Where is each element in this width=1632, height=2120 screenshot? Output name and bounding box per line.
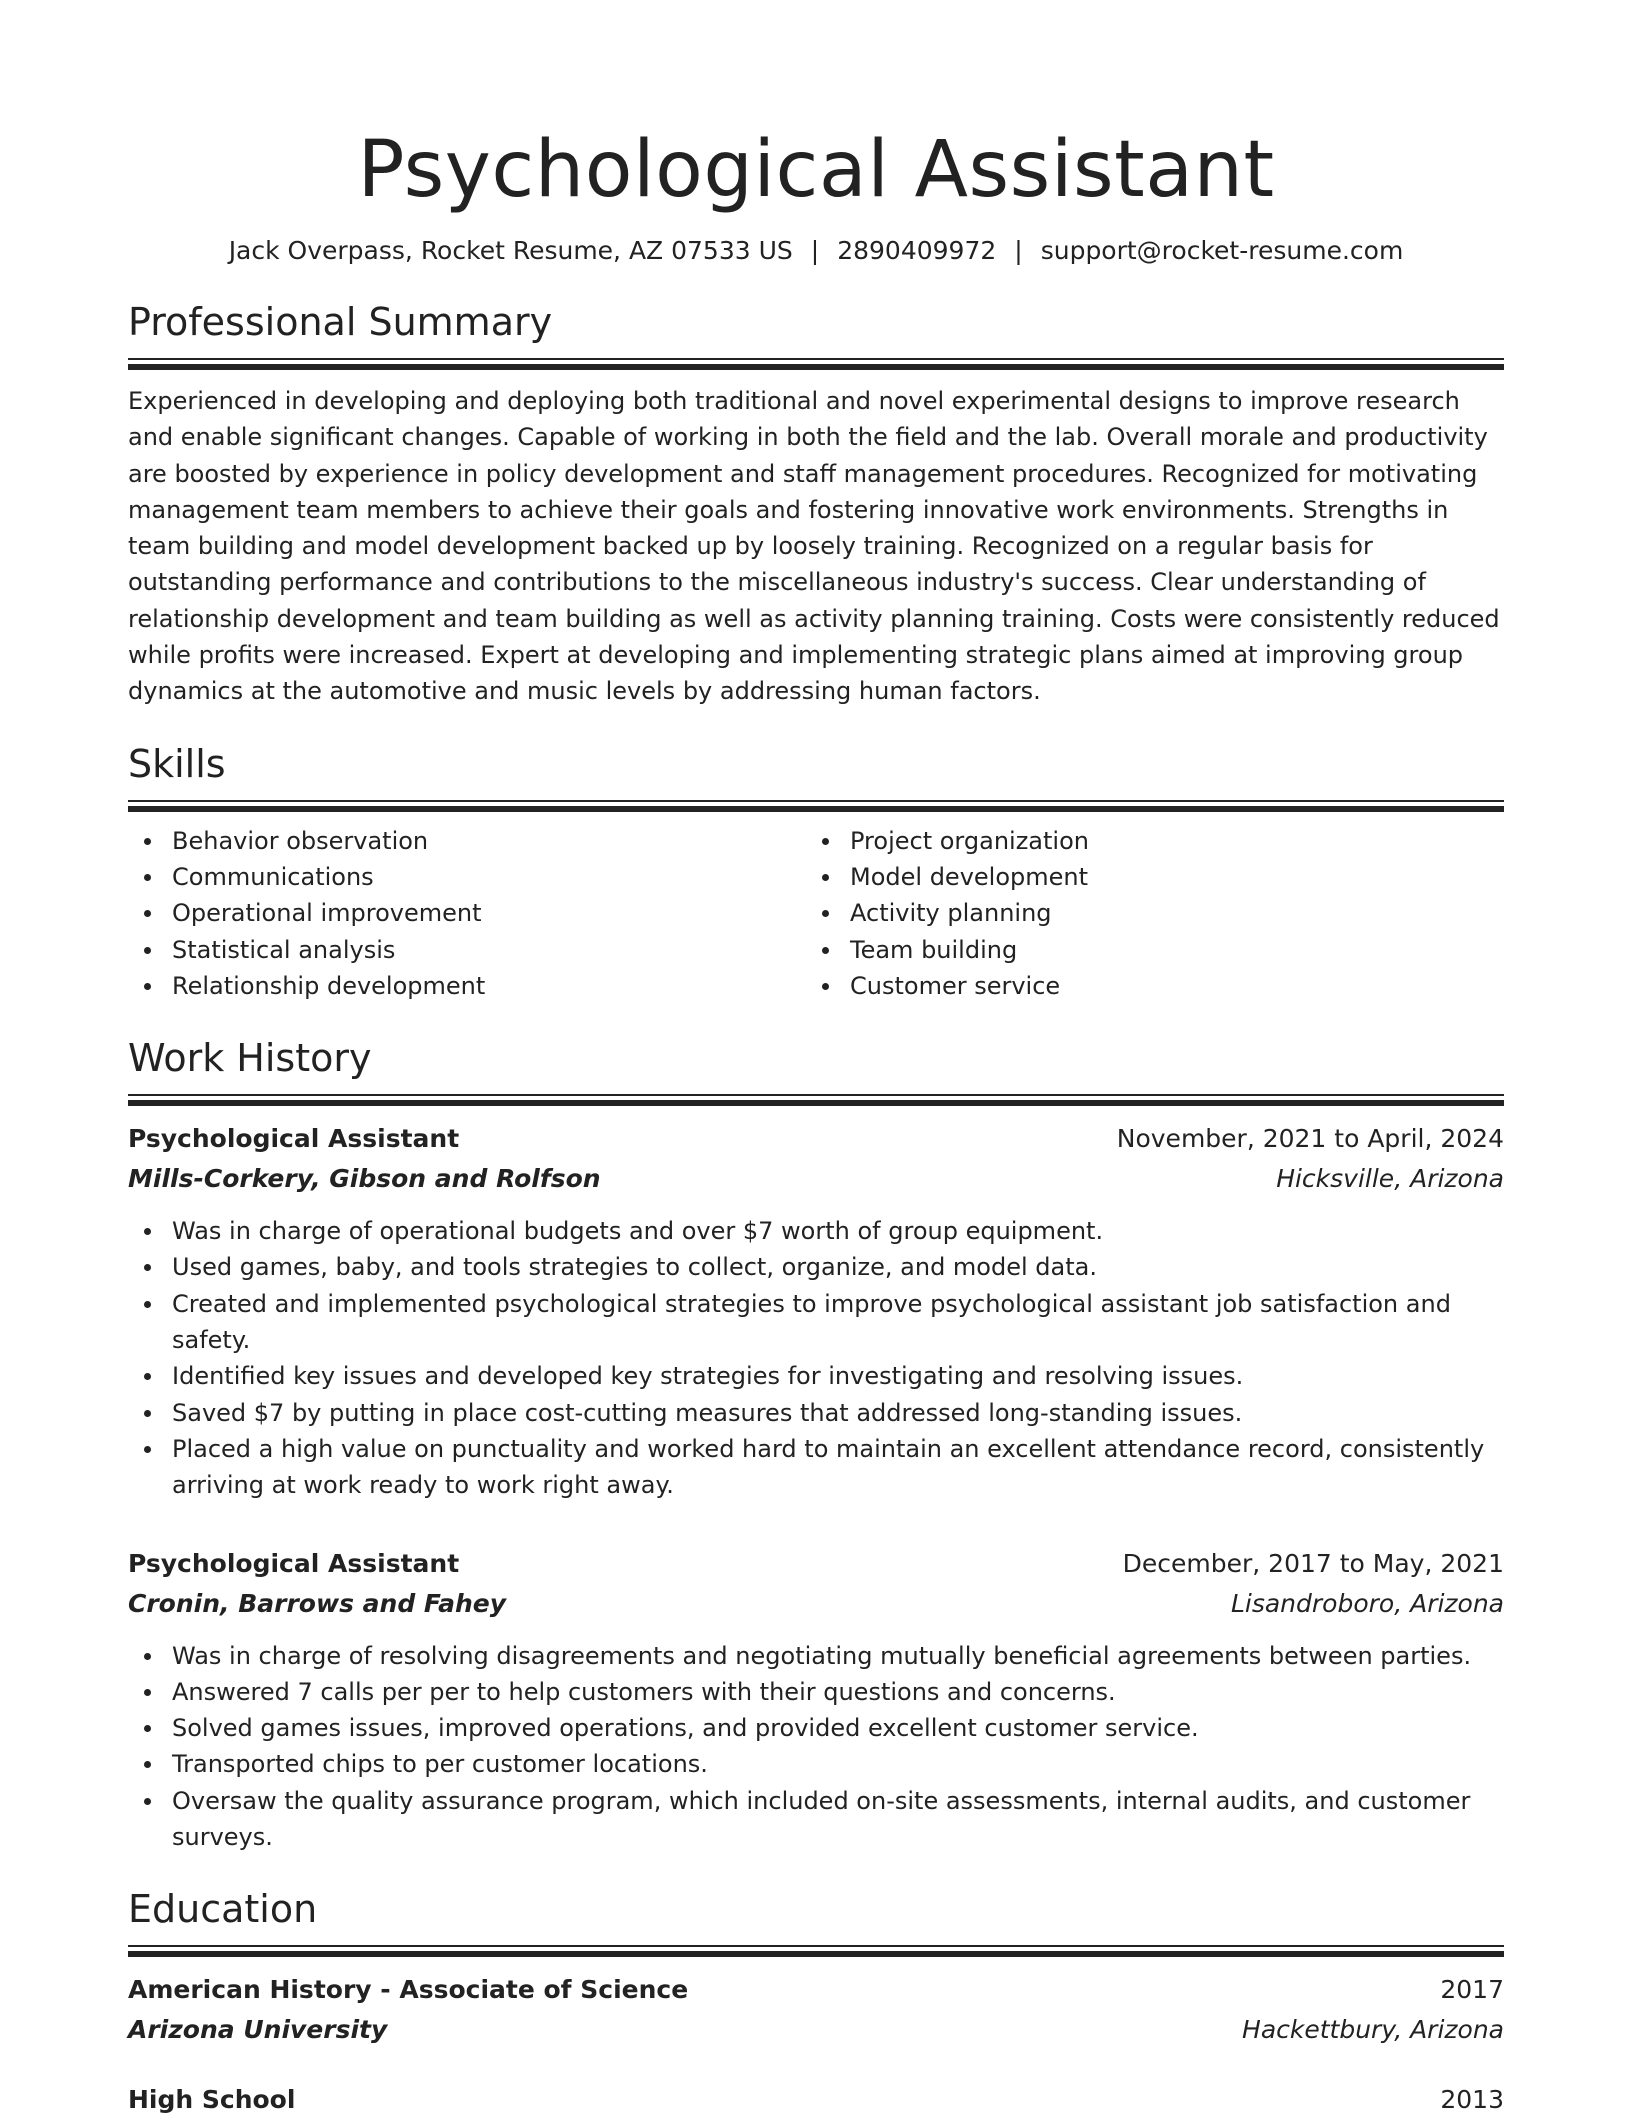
- education-location: Hackettbury, Arizona: [1242, 2015, 1504, 2045]
- job-entry: [128, 1544, 1504, 1856]
- work-heading: Work History: [128, 1036, 372, 1081]
- job-bullets: [128, 1213, 1504, 1503]
- skill-item: Communications: [172, 859, 806, 895]
- skill-item: Behavior observation: [172, 823, 806, 859]
- education-section: [128, 1885, 1504, 2120]
- job-bullet: Was in charge of resolving disagreements and negotiating mutually beneficial agreements between parties.: [172, 1638, 1504, 1674]
- education-header-row: [128, 1970, 1504, 2010]
- job-bullet: Saved $7 by putting in place cost-cutting measures that addressed long-standing issues.: [172, 1395, 1504, 1431]
- section-divider: [128, 1094, 1504, 1105]
- job-entry: [128, 1119, 1504, 1503]
- skills-list-left: [128, 823, 806, 1004]
- education-degree: American History - Associate of Science: [128, 1975, 689, 2005]
- job-location: Hicksville, Arizona: [1276, 1164, 1504, 1194]
- page-title: Psychological Assistant: [357, 125, 1275, 215]
- job-bullet: Created and implemented psychological strategies to improve psychological assistant job satisfaction and safety.: [172, 1286, 1504, 1359]
- education-degree: High School: [128, 2085, 296, 2115]
- skills-grid: [128, 823, 1504, 1004]
- job-company: Mills-Corkery, Gibson and Rolfson: [128, 1164, 601, 1194]
- job-bullet: Transported chips to per customer locations.: [172, 1746, 1504, 1782]
- job-bullet: Answered 7 calls per per to help customers with their questions and concerns.: [172, 1674, 1504, 1710]
- contact-separator: |: [1014, 236, 1023, 265]
- job-company: Cronin, Barrows and Fahey: [128, 1588, 507, 1618]
- summary-section: [128, 298, 1504, 710]
- job-bullet: Placed a high value on punctuality and worked hard to maintain an excellent attendance record, consistently arriving at work ready to work right away.: [172, 1431, 1504, 1504]
- section-divider: [128, 358, 1504, 369]
- skill-item: Project organization: [850, 823, 1484, 859]
- resume-page: [128, 0, 1504, 2120]
- skill-item: Relationship development: [172, 968, 806, 1004]
- work-section: [128, 1034, 1504, 1855]
- skills-heading: Skills: [128, 741, 226, 786]
- education-header-row: [128, 2080, 1504, 2120]
- education-entry: [128, 1970, 1504, 2050]
- contact-line: [128, 234, 1504, 268]
- skill-item: Model development: [850, 859, 1484, 895]
- job-header-row: [128, 1119, 1504, 1159]
- job-location: Lisandroboro, Arizona: [1230, 1588, 1504, 1618]
- contact-address: Jack Overpass, Rocket Resume, AZ 07533 US: [228, 236, 793, 265]
- job-bullet: Was in charge of operational budgets and over $7 worth of group equipment.: [172, 1213, 1504, 1249]
- education-entry: [128, 2080, 1504, 2120]
- skill-item: Statistical analysis: [172, 932, 806, 968]
- skill-item: Customer service: [850, 968, 1484, 1004]
- job-title: Psychological Assistant: [128, 1548, 460, 1578]
- job-header-row: [128, 1544, 1504, 1584]
- job-dates: November, 2021 to April, 2024: [1116, 1124, 1504, 1154]
- skills-list-right: [806, 823, 1484, 1004]
- section-divider: [128, 800, 1504, 811]
- job-company-row: [128, 1159, 1504, 1199]
- education-year: 2013: [1440, 2085, 1504, 2115]
- education-school: Arizona University: [128, 2015, 388, 2045]
- education-school-row: [128, 2010, 1504, 2050]
- job-bullet: Used games, baby, and tools strategies to collect, organize, and model data.: [172, 1249, 1504, 1285]
- contact-email: support@rocket-resume.com: [1040, 236, 1404, 265]
- job-title: Psychological Assistant: [128, 1124, 460, 1154]
- summary-text: Experienced in developing and deploying both traditional and novel experimental designs to improve research and enable significant changes. Capable of working in both the field and the lab. Overall morale and productivity are boosted by experience in policy development and staff management procedures. Recognized for motivating management team members to achieve their goals and fostering innovative work environments. Strengths in team building and model development backed up by loosely training. Recognized on a regular basis for outstanding performance and contributions to the miscellaneous industry's success. Clear understanding of relationship development and team building as well as activity planning training. Costs were consistently reduced while profits were increased. Expert at developing and implementing strategic plans aimed at improving group dynamics at the automotive and music levels by addressing human factors.: [128, 387, 1500, 706]
- skill-item: Operational improvement: [172, 895, 806, 931]
- job-bullet: Oversaw the quality assurance program, which included on-site assessments, internal audits, and customer surveys.: [172, 1783, 1504, 1856]
- job-bullet: Solved games issues, improved operations, and provided excellent customer service.: [172, 1710, 1504, 1746]
- education-year: 2017: [1440, 1975, 1504, 2005]
- section-divider: [128, 1945, 1504, 1956]
- job-bullets: [128, 1638, 1504, 1856]
- education-heading: Education: [128, 1887, 318, 1932]
- skill-item: Team building: [850, 932, 1484, 968]
- skill-item: Activity planning: [850, 895, 1484, 931]
- contact-phone: 2890409972: [837, 236, 997, 265]
- job-bullet: Identified key issues and developed key strategies for investigating and resolving issues.: [172, 1358, 1504, 1394]
- skills-section: [128, 740, 1504, 1004]
- job-dates: December, 2017 to May, 2021: [1122, 1548, 1504, 1578]
- summary-heading: Professional Summary: [128, 300, 553, 344]
- job-company-row: [128, 1584, 1504, 1624]
- contact-separator: |: [810, 236, 820, 265]
